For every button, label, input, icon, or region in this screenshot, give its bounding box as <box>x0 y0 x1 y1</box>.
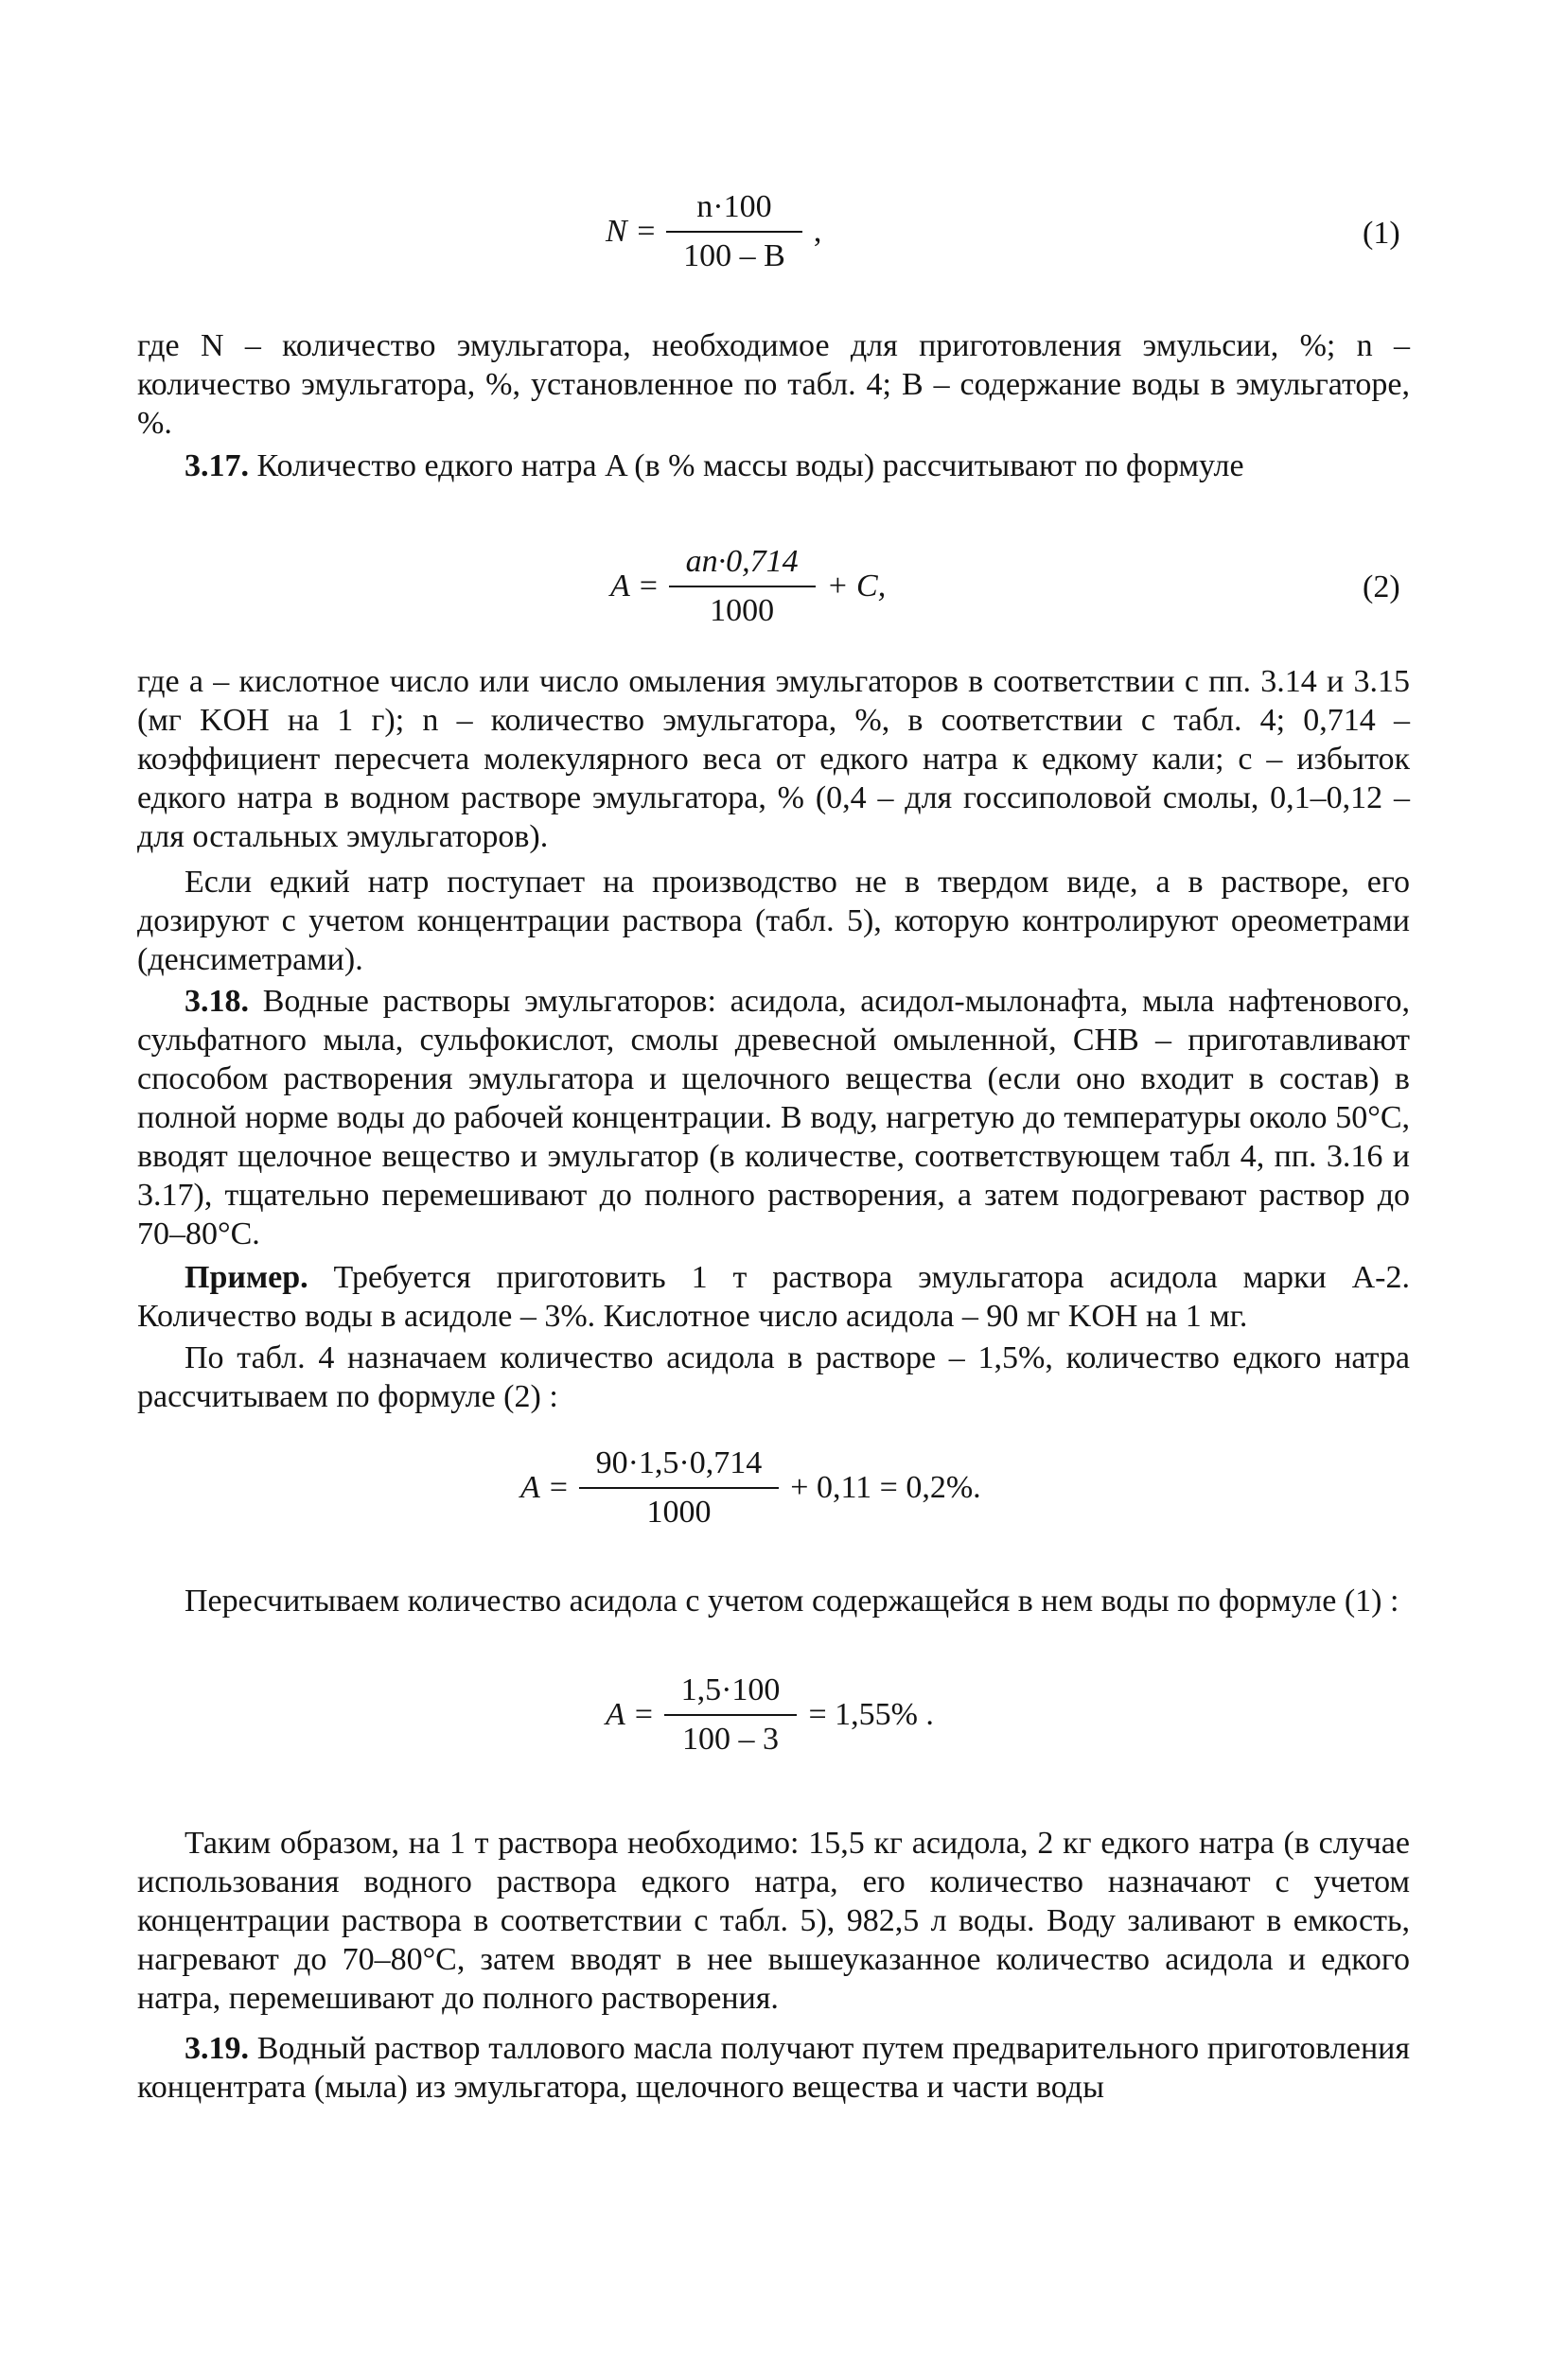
section-3-17 <box>137 446 1410 485</box>
formula-1-denominator: 100 – B <box>683 238 785 273</box>
formula-2-number: (2) <box>1363 569 1400 604</box>
formula-1-number: (1) <box>1363 216 1400 251</box>
recalc-paragraph: Пересчитываем количество асидола с учетом содержащейся в нем воды по формуле (1) : <box>185 1584 1399 1619</box>
formula-4-rhs: = 1,55% . <box>808 1697 934 1732</box>
formula-3-fraction <box>579 1445 780 1531</box>
naoh-solution-paragraph: Если едкий натр поступает на производство не в твердом виде, а в растворе, его дозируют с учетом концентрации раствора (табл. 5), которую контролируют ореометрами (денсиметрами). <box>137 865 1410 977</box>
formula-2-numerator: an·0,714 <box>685 544 799 579</box>
table-4-paragraph: По табл. 4 назначаем количество асидола в растворе – 1,5%, количество едкого натра рассчитываем по формуле (2) : <box>137 1340 1410 1414</box>
formula-3-denominator: 1000 <box>646 1495 712 1530</box>
formula-2-rhs: + C, <box>826 569 887 604</box>
formula-4-denominator: 100 – 3 <box>682 1722 780 1757</box>
example-paragraph <box>137 1258 1410 1336</box>
section-3-18 <box>137 982 1410 1253</box>
formula-2-definitions: где a – кислотное число или число омыления эмульгаторов в соответствии с пп. 3.14 и 3.15 (мг KOH на 1 г); n – количество эмульгатора, %, в соответствии с табл. 4; 0,714 – коэффициент пересчета молекулярного веса от едкого натра к едкому кали; c – избыток едкого натра в водном растворе эмульгатора, % (0,4 – для госсиполовой смолы, 0,1–0,12 – для остальных эмульгаторов). <box>137 664 1410 854</box>
formula-3-rhs: + 0,11 = 0,2%. <box>790 1470 981 1505</box>
formula-2 <box>610 544 886 629</box>
section-3-19 <box>137 2029 1410 2107</box>
formula-4 <box>606 1672 934 1758</box>
formula-1-definitions: где N – количество эмульгатора, необходимое для приготовления эмульсии, %; n – количество эмульгатора, %, установленное по табл. 4; B – содержание воды в эмульгаторе, %. <box>137 328 1410 441</box>
formula-2-lhs: A = <box>610 569 660 604</box>
section-3-18-number: 3.18. <box>185 984 249 1019</box>
formula-1-rhs: , <box>813 214 822 249</box>
section-3-19-number: 3.19. <box>185 2031 249 2066</box>
result-paragraph: Таким образом, на 1 т раствора необходимо: 15,5 кг асидола, 2 кг едкого натра (в случае использования водного раствора едкого натра, его количество назначают с учетом концентрации раствора в соответствии с табл. 5), 982,5 л воды. Воду заливают в емкость, нагревают до 70–80°С, затем вводят в нее вышеуказанное количество асидола и едкого натра, перемешивают до полного растворения. <box>137 1826 1410 2016</box>
formula-4-numerator: 1,5·100 <box>680 1672 781 1707</box>
formula-1-fraction <box>666 189 802 274</box>
section-3-17-text: Количество едкого натра A (в % массы воды) рассчитывают по формуле <box>256 448 1244 483</box>
section-3-17-number: 3.17. <box>185 448 249 483</box>
formula-1-lhs: N = <box>606 214 658 249</box>
example-label: Пример. <box>185 1260 308 1295</box>
formula-4-fraction <box>664 1672 798 1758</box>
formula-1 <box>606 189 821 274</box>
formula-2-fraction <box>669 544 816 629</box>
formula-2-denominator: 1000 <box>710 593 775 628</box>
formula-4-lhs: A = <box>606 1697 655 1732</box>
formula-1-numerator: n·100 <box>696 189 772 224</box>
formula-3-lhs: A = <box>520 1470 570 1505</box>
section-3-19-text: Водный раствор таллового масла получают путем предварительного приготовления концентрата (мыла) из эмульгатора, щелочного вещества и части воды <box>137 2031 1410 2105</box>
example-text: Требуется приготовить 1 т раствора эмульгатора асидола марки А-2. Количество воды в асидоле – 3%. Кислотное число асидола – 90 мг KOH на 1 мг. <box>137 1260 1410 1334</box>
formula-3-numerator: 90·1,5·0,714 <box>595 1445 763 1480</box>
section-3-18-text: Водные растворы эмульгаторов: асидола, асидол-мылонафта, мыла нафтенового, сульфатного мыла, сульфокислот, смолы древесной омыленной, СНВ – приготавливают способом растворения эмульгатора и щелочного вещества (если оно входит в состав) в полной норме воды до рабочей концентрации. В воду, нагретую до температуры около 50°С, вводят щелочное вещество и эмульгатор (в количестве, соответствующем табл 4, пп. 3.16 и 3.17), тщательно перемешивают до полного растворения, а затем подогревают раствор до 70–80°С. <box>137 984 1411 1251</box>
formula-3 <box>520 1445 981 1531</box>
